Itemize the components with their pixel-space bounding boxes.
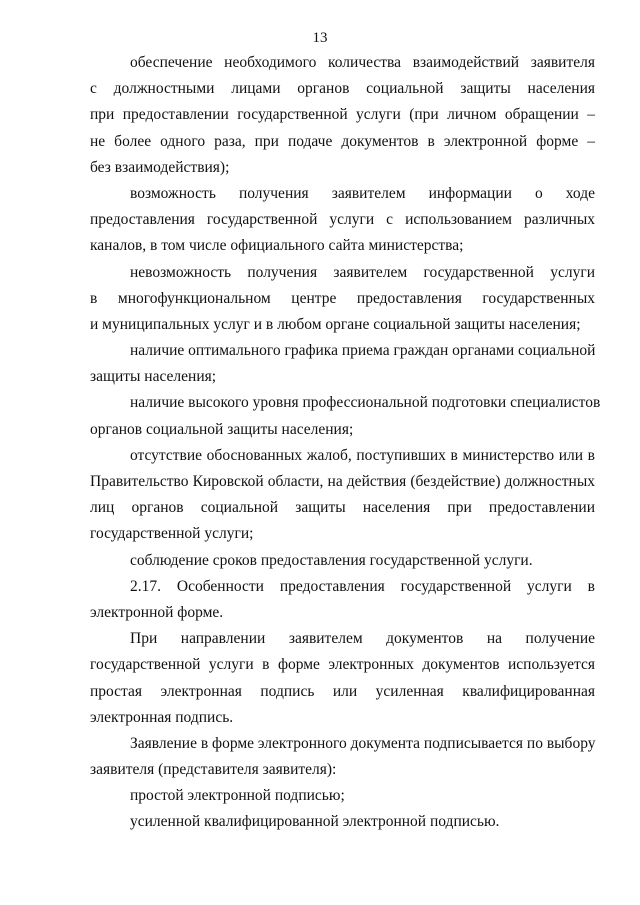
paragraph [90, 626, 595, 731]
paragraph [90, 181, 595, 260]
text-line: Заявление в форме электронного документа подписывается по выбору [130, 734, 596, 752]
text-line: возможность получения заявителем информации о ходе [130, 184, 595, 202]
text-line: каналов, в том числе официального сайта министерства; [90, 237, 464, 255]
text-line: 2.17. Особенности предоставления государственной услуги в [130, 577, 595, 595]
paragraph [90, 548, 595, 574]
text-line: соблюдение сроков предоставления государственной услуги. [130, 551, 533, 569]
text-line: Правительство Кировской области, на действия (бездействие) должностных [90, 473, 595, 490]
paragraph [90, 443, 595, 548]
text-line: заявителя (представителя заявителя): [90, 761, 337, 779]
text-line: с должностными лицами органов социальной защиты населения [90, 80, 595, 98]
text-line: усиленной квалифицированной электронной подписью. [130, 813, 500, 831]
text-line: не более одного раза, при подаче документов в электронной форме – [90, 132, 595, 150]
text-line: без взаимодействия); [90, 158, 230, 176]
text-line: отсутствие обоснованных жалоб, поступивших в министерство или в [130, 446, 595, 464]
text-line: наличие высокого уровня профессиональной подготовки специалистов [130, 394, 601, 412]
paragraph [90, 731, 595, 783]
text-line: При направлении заявителем документов на получение [130, 630, 595, 648]
text-line: наличие оптимального графика приема граждан органами социальной [130, 342, 596, 360]
text-line: в многофункциональном центре предоставления государственных [90, 289, 595, 307]
text-line: лиц органов социальной защиты населения при предоставлении [90, 499, 595, 517]
page-number: 13 [312, 30, 328, 46]
paragraph [90, 574, 595, 626]
paragraph [90, 783, 595, 809]
paragraph [90, 390, 601, 442]
text-line: предоставления государственной услуги с использованием различных [90, 211, 595, 229]
text-line: простой электронной подписью; [130, 787, 345, 805]
paragraph [90, 260, 595, 339]
text-line: электронной форме. [90, 603, 224, 621]
text-line: невозможность получения заявителем государственной услуги [130, 263, 595, 281]
text-line: обеспечение необходимого количества взаимодействий заявителя [130, 54, 595, 71]
document-body [90, 50, 601, 836]
paragraph [90, 338, 595, 390]
paragraph [90, 809, 595, 835]
text-line: органов социальной защиты населения; [90, 420, 354, 438]
text-line: при предоставлении государственной услуги (при личном обращении – [90, 106, 595, 124]
text-line: электронная подпись. [90, 708, 234, 726]
text-line: государственной услуги в форме электронных документов используется [90, 656, 595, 674]
text-line: защиты населения; [90, 368, 217, 386]
paragraph [90, 50, 595, 181]
text-line: государственной услуги; [90, 525, 254, 543]
text-line: простая электронная подпись или усиленная квалифицированная [90, 682, 595, 700]
text-line: и муниципальных услуг и в любом органе социальной защиты населения; [90, 315, 581, 333]
